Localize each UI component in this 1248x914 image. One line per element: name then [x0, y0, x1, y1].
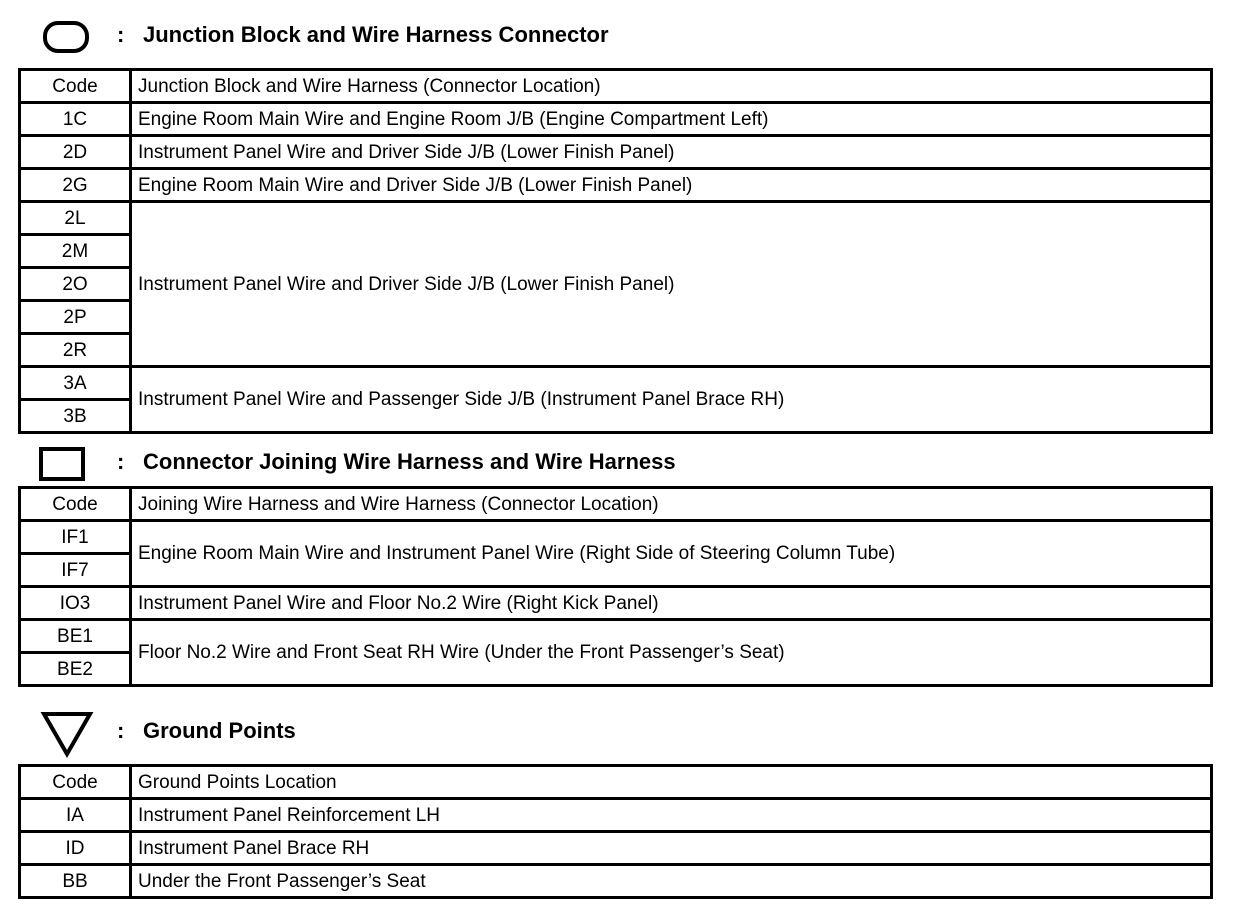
section-ground-points — [0, 708, 1248, 748]
location-cell: Engine Room Main Wire and Engine Room J/B (Engine Compartment Left) — [131, 103, 1212, 136]
code-cell: BE1 — [20, 620, 131, 653]
table-row — [20, 799, 1212, 832]
colon: : — [117, 718, 125, 743]
code-cell: IF7 — [20, 554, 131, 587]
code-cell: 2O — [20, 268, 131, 301]
code-header: Code — [20, 488, 131, 521]
connector-joining-table — [18, 486, 1213, 687]
code-cell: BB — [20, 865, 131, 898]
inverted-triangle-icon — [40, 710, 94, 758]
location-cell: Instrument Panel Brace RH — [131, 832, 1212, 865]
rectangle-icon — [38, 446, 86, 482]
code-cell: 1C — [20, 103, 131, 136]
code-header: Code — [20, 70, 131, 103]
table-row — [20, 587, 1212, 620]
location-header: Junction Block and Wire Harness (Connector Location) — [131, 70, 1212, 103]
table-header-row — [20, 70, 1212, 103]
location-cell: Instrument Panel Wire and Floor No.2 Wire (Right Kick Panel) — [131, 587, 1212, 620]
table-header-row — [20, 488, 1212, 521]
location-cell: Under the Front Passenger’s Seat — [131, 865, 1212, 898]
location-cell: Instrument Panel Wire and Driver Side J/B (Lower Finish Panel) — [131, 136, 1212, 169]
table-header-row — [20, 766, 1212, 799]
table-row — [20, 169, 1212, 202]
location-cell: Instrument Panel Wire and Passenger Side J/B (Instrument Panel Brace RH) — [131, 367, 1212, 433]
code-cell: BE2 — [20, 653, 131, 686]
location-header: Ground Points Location — [131, 766, 1212, 799]
code-cell: 2G — [20, 169, 131, 202]
table-row — [20, 865, 1212, 898]
code-cell: ID — [20, 832, 131, 865]
code-header: Code — [20, 766, 131, 799]
table-row — [20, 136, 1212, 169]
code-cell: IA — [20, 799, 131, 832]
section-title: Ground Points — [143, 718, 296, 743]
code-cell: IF1 — [20, 521, 131, 554]
location-cell: Engine Room Main Wire and Driver Side J/B (Lower Finish Panel) — [131, 169, 1212, 202]
section-title: Junction Block and Wire Harness Connector — [143, 22, 609, 47]
location-header: Joining Wire Harness and Wire Harness (Connector Location) — [131, 488, 1212, 521]
code-cell: 2R — [20, 334, 131, 367]
table-row — [20, 103, 1212, 136]
code-cell: IO3 — [20, 587, 131, 620]
table-row — [20, 367, 1212, 400]
code-cell: 2D — [20, 136, 131, 169]
table-row — [20, 521, 1212, 554]
colon: : — [117, 22, 125, 47]
code-cell: 2M — [20, 235, 131, 268]
location-cell: Instrument Panel Wire and Driver Side J/B (Lower Finish Panel) — [131, 202, 1212, 367]
code-cell: 2P — [20, 301, 131, 334]
rounded-rectangle-icon — [42, 20, 90, 54]
section-connector-joining — [0, 442, 1248, 482]
colon: : — [117, 449, 125, 474]
location-cell: Engine Room Main Wire and Instrument Panel Wire (Right Side of Steering Column Tube) — [131, 521, 1212, 587]
junction-block-table — [18, 68, 1213, 434]
table-row — [20, 202, 1212, 235]
table-row — [20, 832, 1212, 865]
code-cell: 2L — [20, 202, 131, 235]
section-junction-block — [0, 14, 1248, 54]
code-cell: 3A — [20, 367, 131, 400]
location-cell: Floor No.2 Wire and Front Seat RH Wire (Under the Front Passenger’s Seat) — [131, 620, 1212, 686]
code-cell: 3B — [20, 400, 131, 433]
ground-points-table — [18, 764, 1213, 899]
table-row — [20, 620, 1212, 653]
section-title: Connector Joining Wire Harness and Wire Harness — [143, 449, 676, 474]
location-cell: Instrument Panel Reinforcement LH — [131, 799, 1212, 832]
